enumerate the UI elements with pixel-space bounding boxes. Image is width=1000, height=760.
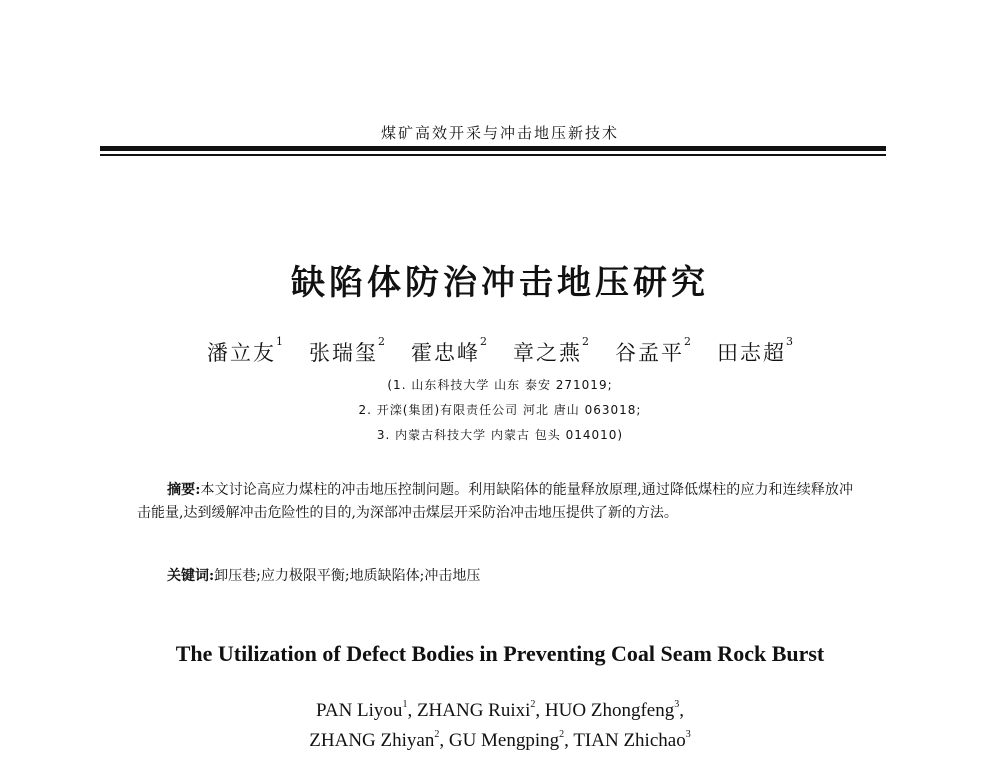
author-zh: 田志超$^3$ bbox=[717, 335, 793, 365]
author-zh: 张瑞玺$^2$ bbox=[309, 335, 385, 365]
affiliation: 3. 内蒙古科技大学 内蒙古 包头 014010) bbox=[376, 428, 624, 442]
affiliation: 2. 开滦(集团)有限责任公司 河北 唐山 063018; bbox=[358, 403, 642, 417]
author-list-en-line2 bbox=[0, 730, 1000, 752]
author-en: ZHANG Ruixi$^2$, bbox=[416, 699, 541, 721]
header-rule-thin bbox=[100, 154, 886, 156]
paper-title-en: The Utilization of Defect Bodies in Preventing Coal Seam Rock Burst bbox=[175, 641, 825, 666]
running-header: 煤矿高效开采与冲击地压新技术 bbox=[380, 124, 619, 142]
header-rule-thick bbox=[100, 146, 886, 151]
keywords-label: 关键词: bbox=[167, 568, 215, 584]
author-list-zh bbox=[0, 337, 1000, 367]
author-zh: 潘立友$^1$ bbox=[207, 335, 283, 365]
abstract-text: 本文讨论高应力煤柱的冲击地压控制问题。利用缺陷体的能量释放原理,通过降低煤柱的应力和连续释放冲击能量,达到缓解冲击危险性的目的,为深部冲击煤层开采防治冲击地压提供了新的方法。 bbox=[137, 482, 853, 521]
affiliation: (1. 山东科技大学 山东 泰安 271019; bbox=[387, 378, 613, 392]
paper-title-zh: 缺陷体防治冲击地压研究 bbox=[291, 263, 709, 303]
abstract-label: 摘要: bbox=[167, 482, 201, 498]
author-en: TIAN Zhichao$^3$ bbox=[573, 729, 691, 751]
keywords bbox=[167, 565, 853, 588]
author-list-en-line1 bbox=[0, 700, 1000, 722]
author-zh: 谷孟平$^2$ bbox=[615, 335, 691, 365]
author-en: PAN Liyou$^1$, bbox=[316, 699, 413, 721]
author-zh: 霍忠峰$^2$ bbox=[411, 335, 487, 365]
author-en: GU Mengping$^2$, bbox=[448, 729, 569, 751]
author-zh: 章之燕$^2$ bbox=[513, 335, 589, 365]
abstract bbox=[137, 479, 853, 525]
author-en: ZHANG Zhiyan$^2$, bbox=[309, 729, 445, 751]
author-en: HUO Zhongfeng$^3$, bbox=[544, 699, 684, 721]
keywords-text: 卸压巷;应力极限平衡;地质缺陷体;冲击地压 bbox=[214, 568, 481, 584]
